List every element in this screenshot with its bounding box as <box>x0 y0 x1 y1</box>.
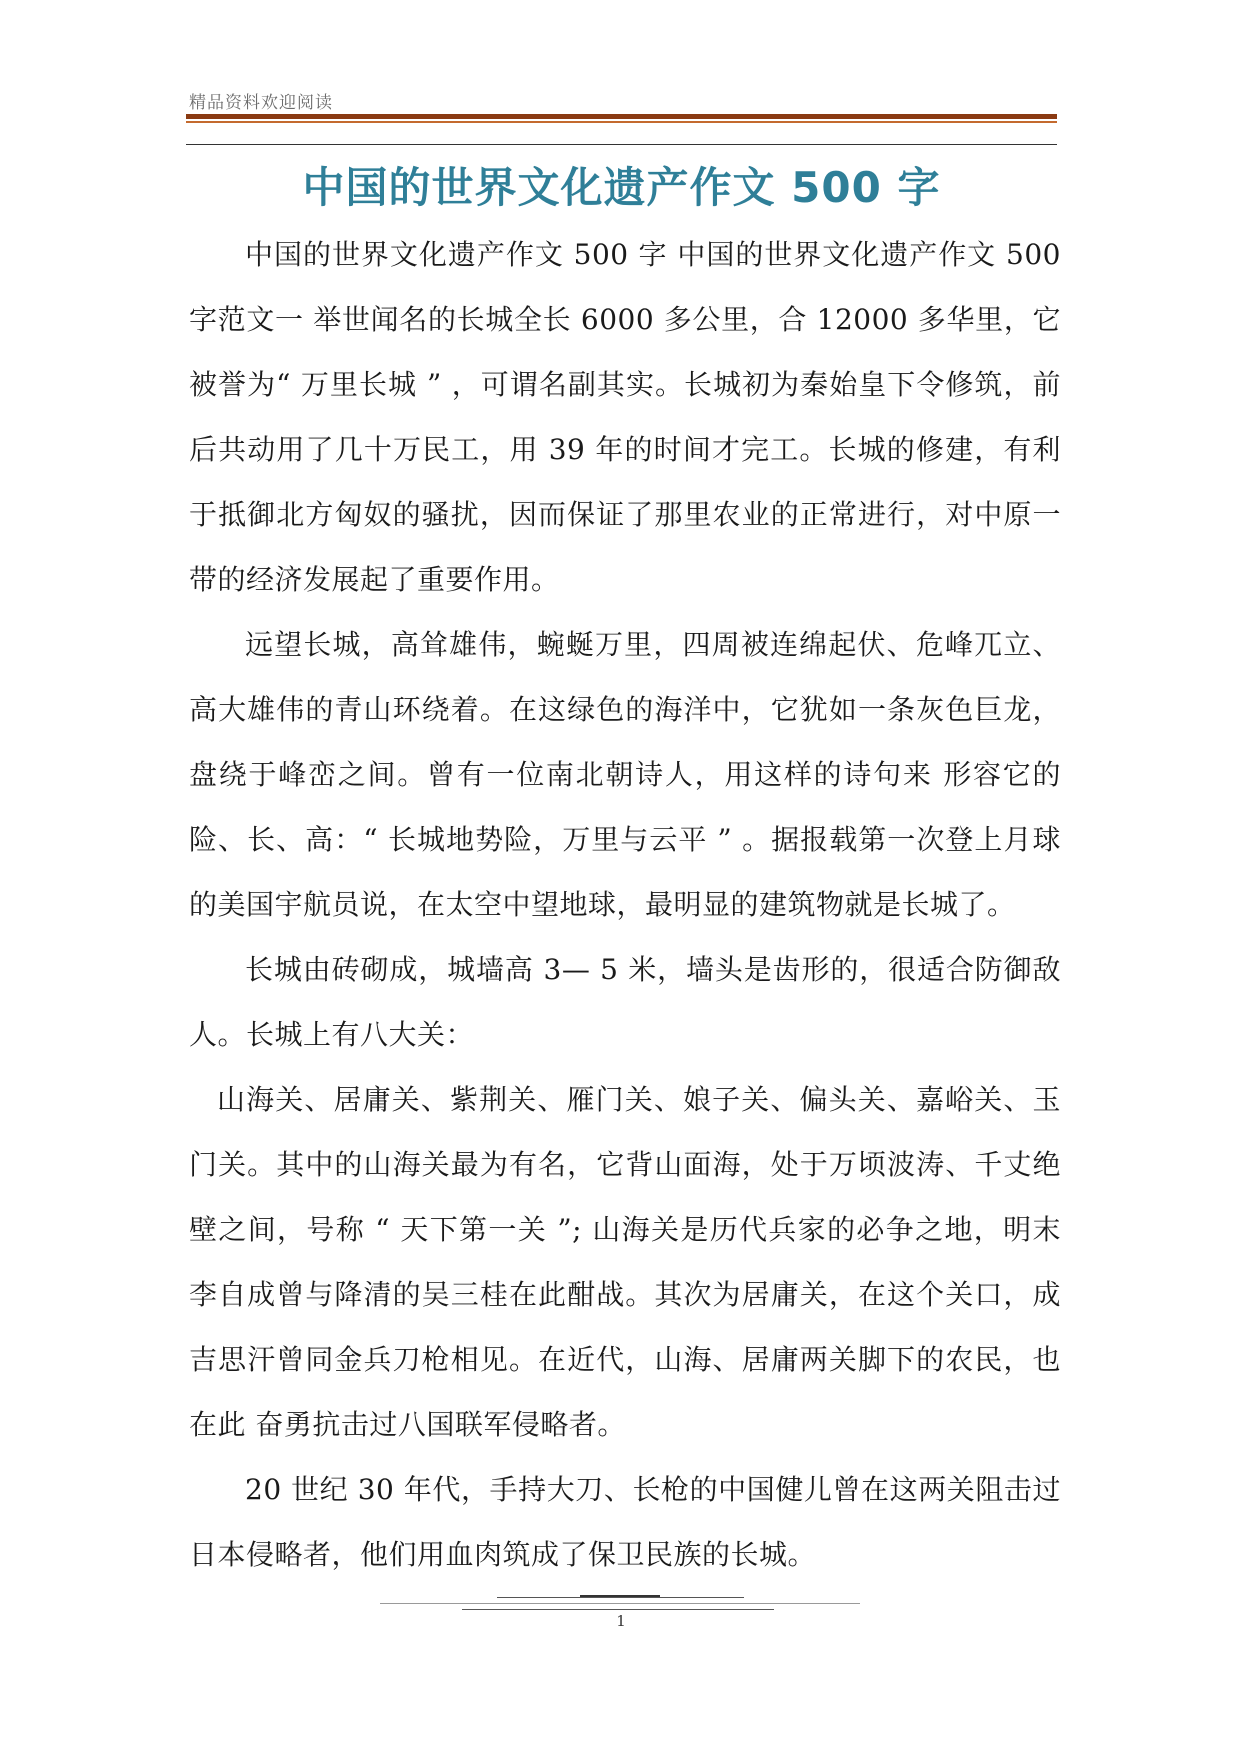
document-title: 中国的世界文化遗产作文 500 字 <box>302 163 941 212</box>
paragraph-4: 山海关、居庸关、紫荆关、雁门关、娘子关、偏头关、嘉峪关、玉门关。其中的山海关最为有名，它背山面海，处于万顷波涛、千丈绝壁之间，号称 “ 天下第一关 ”; 山海关是历代兵家的必争之地，明末李自成曾与降清的吴三桂在此酣战。其次为居庸关，在这个关口，成吉思汗曾同金兵刀枪相见。在近代，山海、居庸两关脚下的农民，也在此 奋勇抗击过八国联军侵略者。 <box>189 1083 1061 1441</box>
footer-rule-middle <box>380 1603 860 1604</box>
paragraph-1: 中国的世界文化遗产作文 500 字 中国的世界文化遗产作文 500 字范文一 举世闻名的长城全长 6000 多公里，合 12000 多华里，它被誉为“ 万里长城 ” ，可谓名副其实。长城初为秦始皇下令修筑，前后共动用了几十万民工，用 39 年的时间才完工。长城的修建，有利于抵御北方匈奴的骚扰，因而保证了那里农业的正常进行，对中原一带的经济发展起了重要作用。 <box>189 238 1061 596</box>
paragraph-5: 20 世纪 30 年代，手持大刀、长枪的中国健儿曾在这两关阻击过日本侵略者，他们用血肉筑成了保卫民族的长城。 <box>189 1473 1061 1571</box>
footer-rule-bottom <box>462 1609 774 1610</box>
page-number: 1 <box>616 1612 626 1630</box>
header-rule-accent <box>186 121 1057 123</box>
paragraph-3: 长城由砖砌成，城墙高 3— 5 米，墙头是齿形的，很适合防御敌人。长城上有八大关： <box>189 953 1061 1051</box>
paragraph-2: 远望长城，高耸雄伟，蜿蜒万里，四周被连绵起伏、危峰兀立、高大雄伟的青山环绕着。在这绿色的海洋中，它犹如一条灰色巨龙，盘绕于峰峦之间。曾有一位南北朝诗人，用这样的诗句来 形容它的险、长、高：“ 长城地势险，万里与云平 ” 。据报载第一次登上月球的美国宇航员说，在太空中望地球，最明显的建筑物就是长城了。 <box>189 628 1061 921</box>
document-body <box>189 222 1061 1587</box>
footer-rule-top <box>497 1597 744 1598</box>
header-rule-thin <box>186 144 1057 145</box>
header-rule-thick <box>186 114 1057 119</box>
page-header-text: 精品资料欢迎阅读 <box>189 93 333 113</box>
